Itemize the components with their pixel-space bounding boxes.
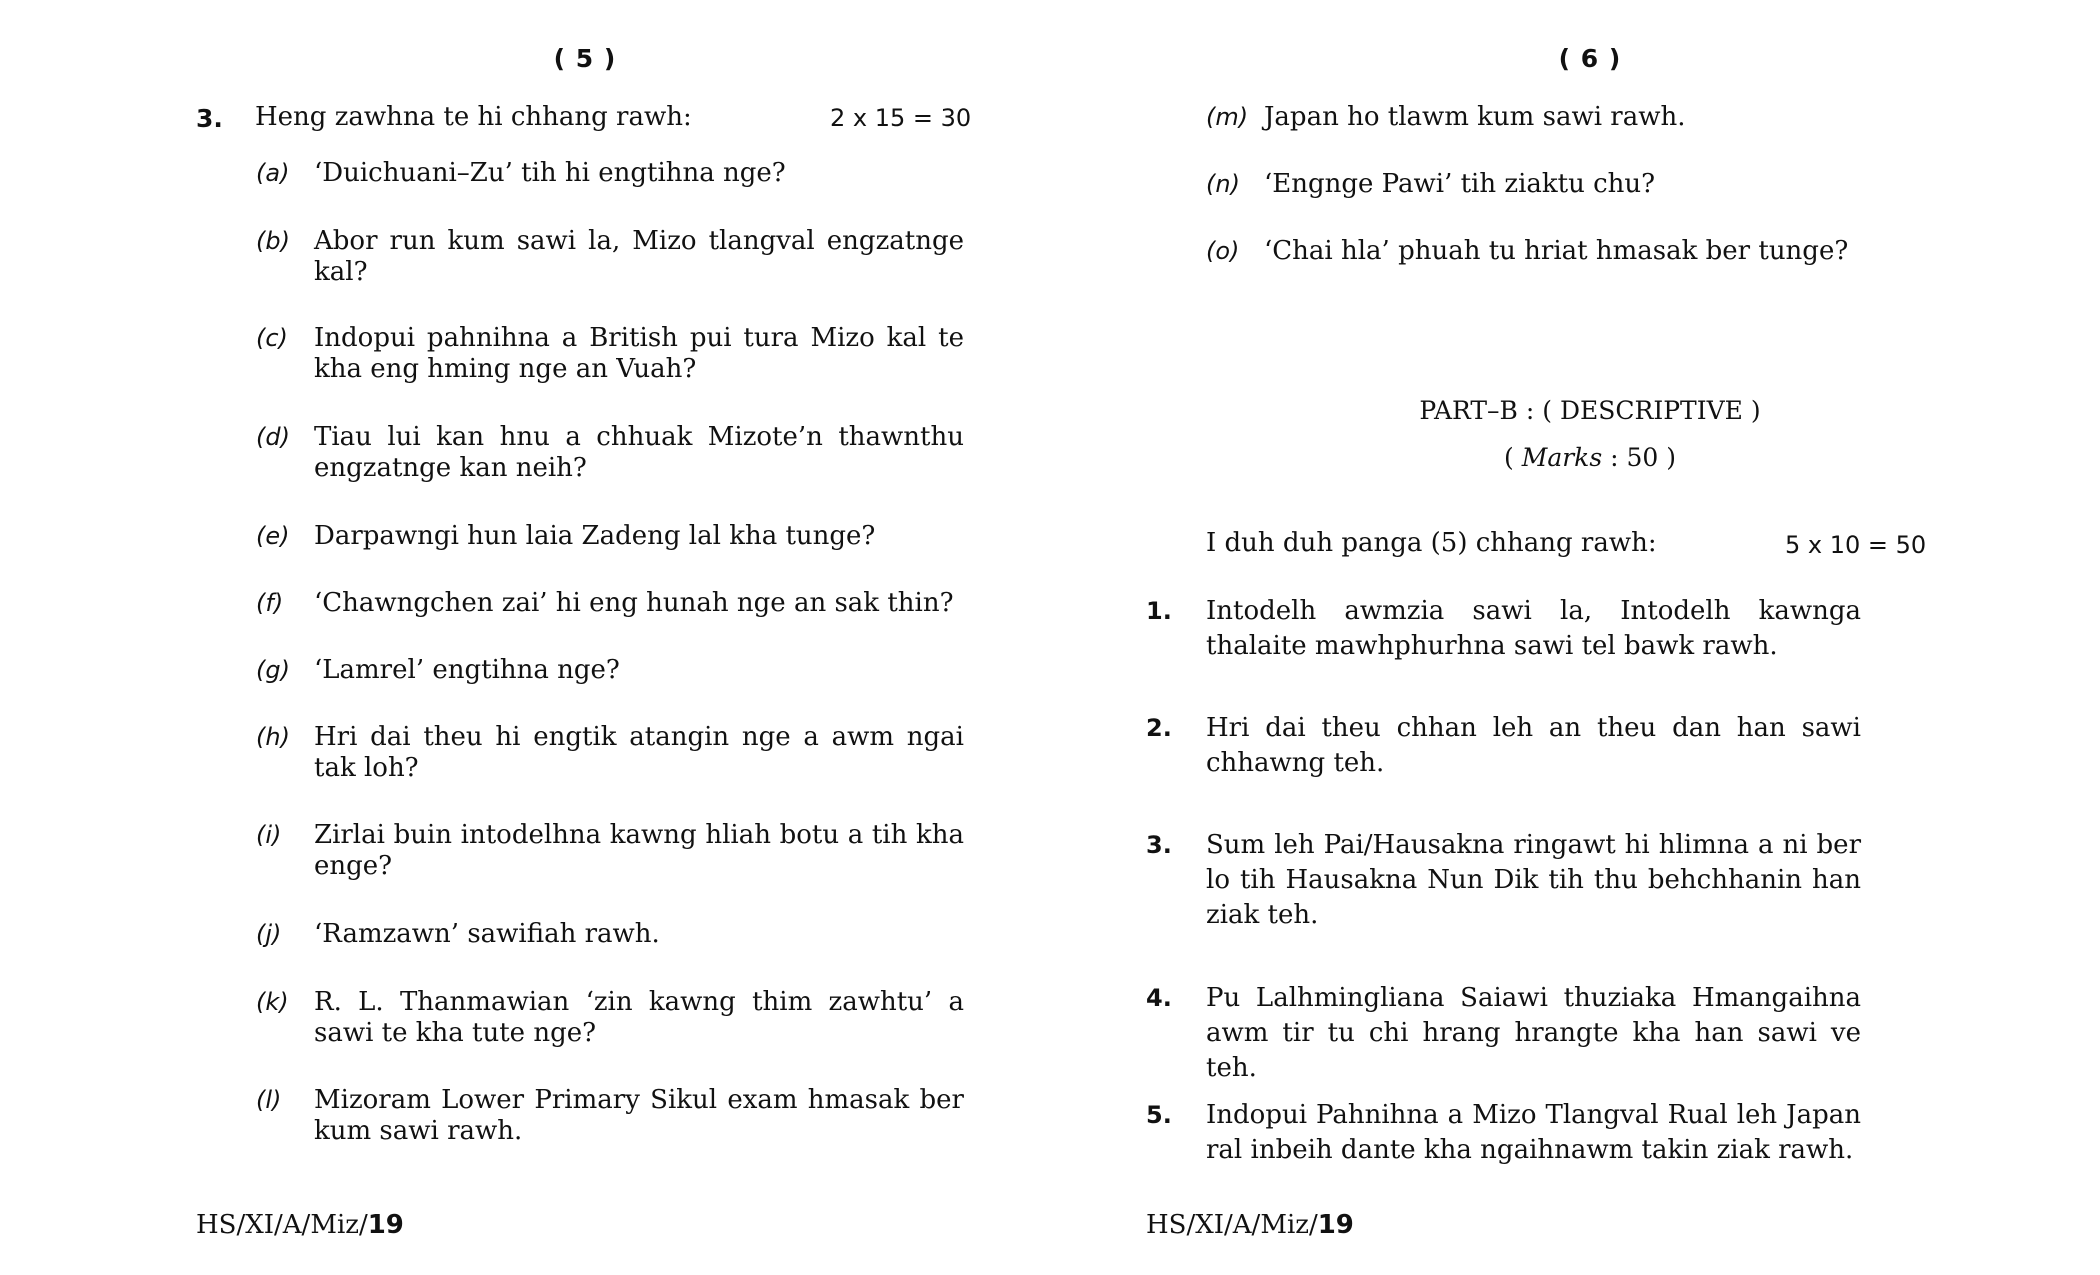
question-number: 3. [196, 104, 223, 133]
subquestion-text: Indopui pahnihna a British pui tura Mizo kal te kha eng hming nge an Vuah? [314, 323, 964, 384]
page-number: ( 5 ) [553, 44, 617, 73]
subquestion-text: ‘Engnge Pawi’ tih ziaktu chu? [1264, 169, 1656, 199]
footer-prefix: HS/XI/A/Miz/ [196, 1210, 368, 1240]
subquestion-text: Mizoram Lower Primary Sikul exam hmasak ber kum sawi rawh. [314, 1085, 964, 1146]
footer-code [196, 1210, 404, 1240]
question-number: 4. [1146, 984, 1172, 1012]
subquestion-text: Tiau lui kan hnu a chhuak Mizote’n thawnthu engzatnge kan neih? [314, 422, 964, 483]
part-title: PART–B : ( DESCRIPTIVE ) [1419, 396, 1761, 425]
partb-instruction: I duh duh panga (5) chhang rawh: [1206, 528, 1657, 558]
subquestion-text: Darpawngi hun laia Zadeng lal kha tunge? [314, 521, 876, 551]
subquestion-text: ‘Chai hla’ phuah tu hriat hmasak ber tunge? [1264, 236, 1849, 266]
question-text: Sum leh Pai/Hausakna ringawt hi hlimna a ni ber lo tih Hausakna Nun Dik tih thu behchhanin han ziak teh. [1206, 830, 1861, 930]
subquestion-label: (e) [256, 522, 290, 550]
part-marks-label: Marks [1521, 443, 1603, 472]
subquestion-text: ‘Duichuani–Zu’ tih hi engtihna nge? [314, 158, 786, 188]
subquestion-label: (o) [1206, 237, 1240, 265]
partb-marks: 5 x 10 = 50 [1785, 531, 1927, 559]
page-number: ( 6 ) [1558, 44, 1622, 73]
part-marks [1290, 443, 1890, 472]
question-number: 5. [1146, 1101, 1172, 1129]
subquestion-label: (i) [256, 821, 282, 849]
question-text: Hri dai theu chhan leh an theu dan han sawi chhawng teh. [1206, 713, 1861, 778]
right-page [1050, 0, 2100, 1275]
subquestion-label: (d) [256, 423, 290, 451]
subquestion-label: (a) [256, 159, 290, 187]
subquestion-text: Japan ho tlawm kum sawi rawh. [1264, 102, 1686, 132]
question-text: Indopui Pahnihna a Mizo Tlangval Rual leh Japan ral inbeih dante kha ngaihnawm takin ziak rawh. [1206, 1100, 1861, 1165]
question-number: 3. [1146, 831, 1172, 859]
subquestion-text: Abor run kum sawi la, Mizo tlangval engzatnge kal? [314, 226, 964, 287]
subquestion-text: ‘Ramzawn’ sawifiah rawh. [314, 919, 660, 949]
subquestion-label: (b) [256, 227, 290, 255]
question-number: 1. [1146, 597, 1172, 625]
subquestion-label: (c) [256, 324, 288, 352]
question-marks: 2 x 15 = 30 [830, 104, 972, 132]
footer-prefix: HS/XI/A/Miz/ [1146, 1210, 1318, 1240]
subquestion-label: (m) [1206, 103, 1249, 131]
subquestion-label: (n) [1206, 170, 1240, 198]
subquestion-label: (k) [256, 988, 289, 1016]
part-marks-value: : 50 ) [1602, 443, 1676, 472]
footer-year: 19 [1317, 1210, 1354, 1240]
question-number: 2. [1146, 714, 1172, 742]
question-instruction: Heng zawhna te hi chhang rawh: [255, 102, 692, 132]
subquestion-text: Zirlai buin intodelhna kawng hliah botu a tih kha enge? [314, 820, 964, 881]
subquestion-label: (f) [256, 589, 284, 617]
subquestion-text: ‘Lamrel’ engtihna nge? [314, 655, 620, 685]
subquestion-label: (j) [256, 920, 282, 948]
subquestion-label: (g) [256, 656, 290, 684]
part-marks-open: ( [1504, 443, 1522, 472]
question-text: Intodelh awmzia sawi la, Intodelh kawnga thalaite mawhphurhna sawi tel bawk rawh. [1206, 596, 1861, 661]
subquestion-text: ‘Chawngchen zai’ hi eng hunah nge an sak thin? [314, 588, 954, 618]
question-text: Pu Lalhmingliana Saiawi thuziaka Hmangaihna awm tir tu chi hrang hrangte kha han sawi ve teh. [1206, 983, 1861, 1083]
footer-code [1146, 1210, 1354, 1240]
footer-year: 19 [367, 1210, 404, 1240]
subquestion-label: (l) [256, 1086, 282, 1114]
subquestion-text: Hri dai theu hi engtik atangin nge a awm ngai tak loh? [314, 722, 964, 783]
subquestion-text: R. L. Thanmawian ‘zin kawng thim zawhtu’ a sawi te kha tute nge? [314, 987, 964, 1048]
subquestion-label: (h) [256, 723, 290, 751]
